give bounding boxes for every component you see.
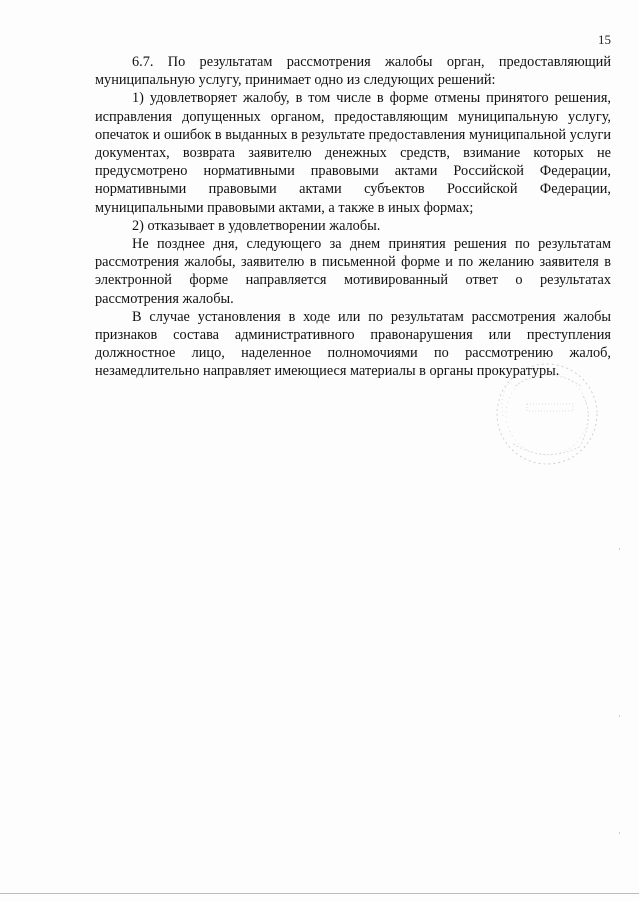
paragraph-decision-1: 1) удовлетворяет жалобу, в том числе в форме отмены принятого решения, исправления допущенных органом, предоставляющим муниципальную услугу, опечаток и ошибок в выданных в результате предоставления муниципальной услуги документах, возврата заявителю денежных средств, взимание которых не предусмотрено нормативными правовыми актами Российской Федерации, нормативными правовыми актами субъектов Российской Федерации, муниципальными правовыми актами, а также в иных формах; <box>95 90 611 216</box>
paragraph-response: Не позднее дня, следующего за днем принятия решения по результатам рассмотрения жалобы, заявителю в письменной форме и по желанию заявителя в электронной форме направляется мотивированный ответ о результатах рассмотрения жалобы. <box>95 236 611 307</box>
body-text <box>95 53 611 381</box>
scan-mark <box>619 832 620 834</box>
page-number: 15 <box>598 32 611 47</box>
scan-mark <box>619 548 620 550</box>
paragraph-6-7: 6.7. По результатам рассмотрения жалобы орган, предоставляющий муниципальную услугу, принимает одно из следующих решений: <box>95 54 611 89</box>
paragraph-prosecutor: В случае установления в ходе или по результатам рассмотрения жалобы признаков состава административного правонарушения или преступления должностное лицо, наделенное полномочиями по рассмотрению жалоб, незамедлительно направляет имеющиеся материалы в органы прокуратуры. <box>95 308 611 380</box>
paragraph-decision-2: 2) отказывает в удовлетворении жалобы. <box>132 217 381 234</box>
scan-mark <box>619 715 620 717</box>
seal-stamp-icon <box>485 356 613 468</box>
scan-edge-line <box>0 893 639 894</box>
